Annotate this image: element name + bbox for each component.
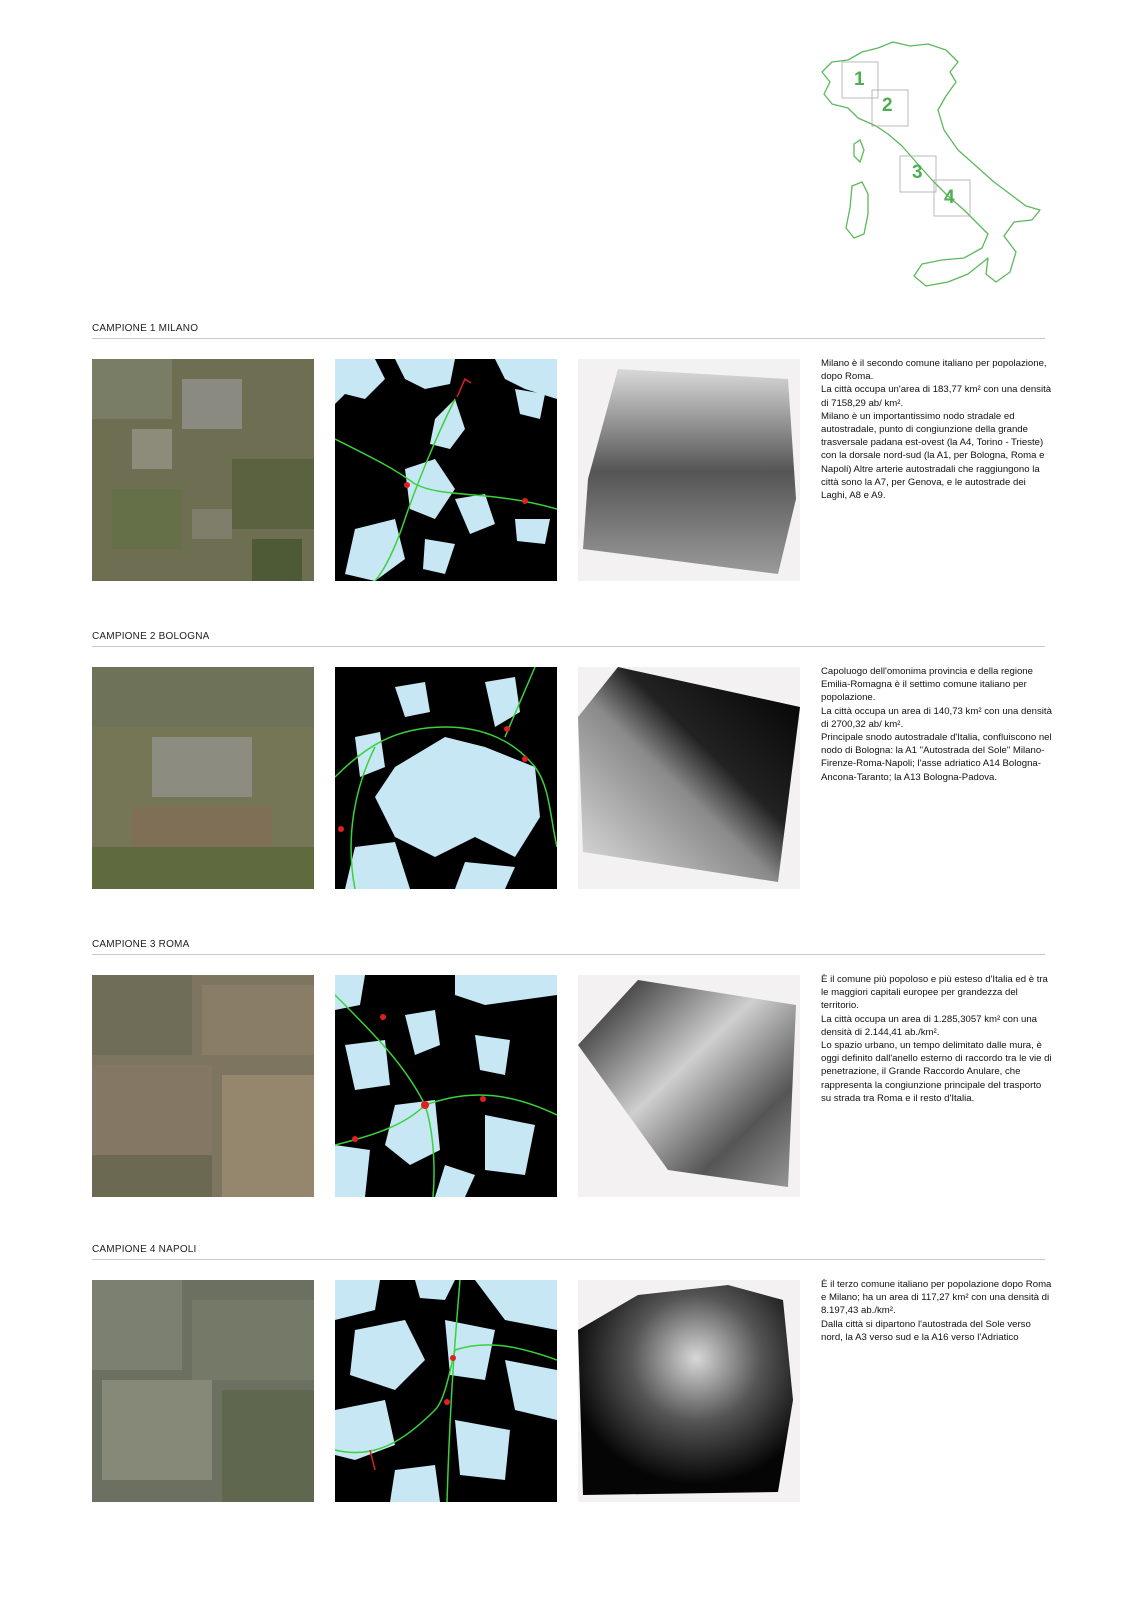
description-paragraph: La città occupa un area di 1.285,3057 km² con una densità di 2.144,41 ab./km². — [821, 1013, 1038, 1038]
description-paragraph: La città occupa un'area di 183,77 km² con una densità di 7158,29 ab/ km². — [821, 384, 1052, 409]
section-description — [821, 973, 1053, 1105]
map-label-1: 1 — [854, 69, 865, 90]
satellite-image — [92, 1280, 314, 1502]
italy-map — [818, 38, 1048, 308]
map-label-4: 4 — [944, 187, 955, 208]
italy-outline — [818, 38, 1048, 308]
section-milano — [92, 322, 1052, 502]
urban-footprint-map — [335, 975, 557, 1197]
section-title: CAMPIONE 3 ROMA — [92, 939, 190, 950]
satellite-image — [92, 359, 314, 581]
satellite-image — [92, 667, 314, 889]
terrain-model — [578, 359, 800, 581]
description-paragraph: È il comune più popoloso e più esteso d'Italia ed è tra le maggiori capitali europee per grandezza del territorio. — [821, 974, 1048, 1012]
terrain-model — [578, 1280, 800, 1502]
description-paragraph: È il terzo comune italiano per popolazione dopo Roma e Milano; ha un area di 117,27 km² con una densità di 8.197,43 ab./km². — [821, 1279, 1052, 1317]
urban-footprint-map — [335, 1280, 557, 1502]
description-paragraph: Milano è un importantissimo nodo stradale ed autostradale, punto di congiunzione della grande trasversale padana est-ovest (la A4, Torino - Trieste) con la dorsale nord-sud (la A1, per Bologna, Roma e Napoli) Altre arterie autostradali che raggiungono la città sono la A7, per Genova, e le autostrade dei Laghi, A8 e A9. — [821, 410, 1045, 502]
map-label-3: 3 — [912, 162, 923, 183]
section-divider — [92, 646, 1045, 647]
section-roma — [92, 938, 1052, 1104]
urban-footprint-map — [335, 667, 557, 889]
terrain-model — [578, 975, 800, 1197]
section-title: CAMPIONE 2 BOLOGNA — [92, 631, 210, 642]
section-description — [821, 357, 1053, 502]
description-paragraph: Principale snodo autostradale d'Italia, confluiscono nel nodo di Bologna: la A1 "Autostrada del Sole" Milano-Firenze-Roma-Napoli; l'asse adriatico A14 Bologna-Ancona-Taranto; la A13 Bologna-Padova. — [821, 732, 1052, 783]
section-divider — [92, 954, 1045, 955]
satellite-image — [92, 975, 314, 1197]
section-bologna — [92, 630, 1052, 783]
terrain-model — [578, 667, 800, 889]
urban-footprint-map — [335, 359, 557, 581]
description-paragraph: La città occupa un area di 140,73 km² con una densità di 2700,32 ab/ km². — [821, 705, 1052, 730]
section-napoli — [92, 1243, 1052, 1343]
section-description — [821, 1278, 1053, 1344]
description-paragraph: Milano è il secondo comune italiano per popolazione, dopo Roma. — [821, 358, 1047, 383]
section-divider — [92, 338, 1045, 339]
section-divider — [92, 1259, 1045, 1260]
section-description — [821, 665, 1053, 784]
map-label-2: 2 — [882, 95, 893, 116]
description-paragraph: Lo spazio urbano, un tempo delimitato dalle mura, è oggi definito dall'anello esterno di raccordo tra le vie di penetrazione, il Grande Raccordo Anulare, che rappresenta la congiunzione principale del trasporto su strada tra Roma e il resto d'Italia. — [821, 1040, 1052, 1104]
description-paragraph: Capoluogo dell'omonima provincia e della regione Emilia-Romagna è il settimo comune italiano per popolazione. — [821, 666, 1033, 704]
description-paragraph: Dalla città si dipartono l'autostrada del Sole verso nord, la A3 verso sud e la A16 verso l'Adriatico — [821, 1318, 1031, 1343]
section-title: CAMPIONE 4 NAPOLI — [92, 1244, 197, 1255]
section-title: CAMPIONE 1 MILANO — [92, 323, 199, 334]
